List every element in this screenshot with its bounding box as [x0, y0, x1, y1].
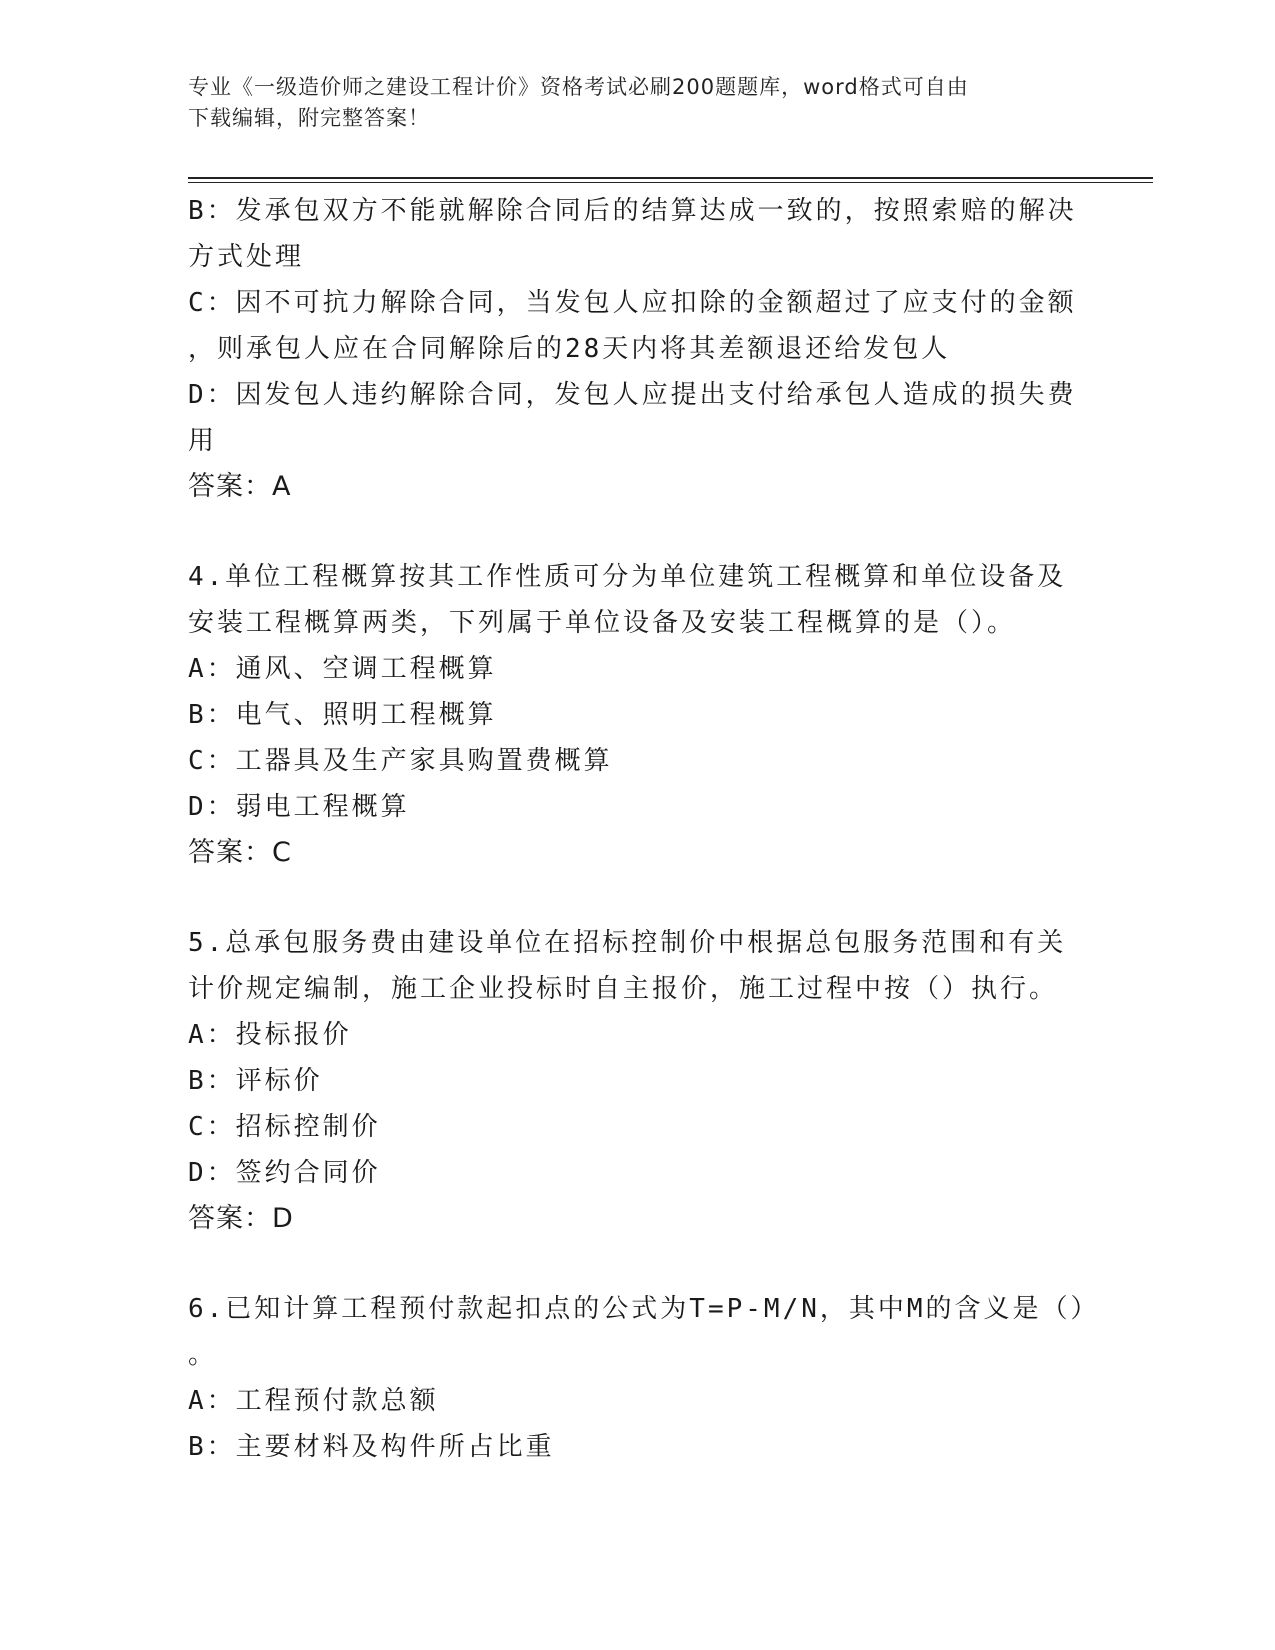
- q5-option-c: C：招标控制价: [188, 1112, 381, 1142]
- q4-stem-line-1: 4.单位工程概算按其工作性质可分为单位建筑工程概算和单位设备及: [188, 562, 1067, 592]
- q3-option-d-line-1: D：因发包人违约解除合同，发包人应提出支付给承包人造成的损失费: [188, 380, 1077, 410]
- q4-option-d: D：弱电工程概算: [188, 792, 410, 822]
- q5-stem-line-1: 5.总承包服务费由建设单位在招标控制价中根据总包服务范围和有关: [188, 928, 1067, 958]
- document-header: [188, 72, 1088, 134]
- q4-option-a: A：通风、空调工程概算: [188, 654, 497, 684]
- q3-option-b-line-1: B：发承包双方不能就解除合同后的结算达成一致的，按照索赔的解决: [188, 196, 1077, 226]
- question-3: [188, 188, 1088, 510]
- question-5: [188, 920, 1088, 1242]
- q5-option-a: A：投标报价: [188, 1020, 352, 1050]
- header-line-1: 专业《一级造价师之建设工程计价》资格考试必刷200题题库，word格式可自由: [188, 75, 969, 99]
- question-6: [188, 1286, 1100, 1470]
- q6-stem-line-1: 6.已知计算工程预付款起扣点的公式为T=P-M/N，其中M的含义是（）: [188, 1294, 1100, 1324]
- q4-option-b: B：电气、照明工程概算: [188, 700, 497, 730]
- q3-option-d-line-2: 用: [188, 426, 218, 456]
- q5-option-b: B：评标价: [188, 1066, 323, 1096]
- spacer: [188, 510, 1088, 554]
- spacer: [188, 1242, 1088, 1286]
- q5-stem-line-2: 计价规定编制，施工企业投标时自主报价，施工过程中按（）执行。: [188, 974, 1059, 1004]
- header-divider-thin: [188, 182, 1153, 183]
- q6-option-b: B：主要材料及构件所占比重: [188, 1432, 555, 1462]
- header-divider-thick: [188, 177, 1153, 179]
- q6-option-a: A：工程预付款总额: [188, 1386, 439, 1416]
- q4-answer: 答案：C: [188, 837, 292, 868]
- q3-option-c-line-2: ，则承包人应在合同解除后的28天内将其差额退还给发包人: [188, 334, 951, 364]
- question-4: [188, 554, 1088, 876]
- q3-answer: 答案：A: [188, 471, 292, 502]
- q4-stem-line-2: 安装工程概算两类，下列属于单位设备及安装工程概算的是（）。: [188, 608, 1017, 638]
- header-line-2: 下载编辑，附完整答案！: [188, 106, 430, 130]
- q4-option-c: C：工器具及生产家具购置费概算: [188, 746, 613, 776]
- q5-option-d: D：签约合同价: [188, 1158, 381, 1188]
- q6-stem-line-2: 。: [188, 1340, 218, 1370]
- q3-option-c-line-1: C：因不可抗力解除合同，当发包人应扣除的金额超过了应支付的金额: [188, 288, 1077, 318]
- q3-option-b-line-2: 方式处理: [188, 242, 305, 272]
- spacer: [188, 876, 1088, 920]
- q5-answer: 答案：D: [188, 1203, 294, 1234]
- question-list: [188, 188, 1100, 1470]
